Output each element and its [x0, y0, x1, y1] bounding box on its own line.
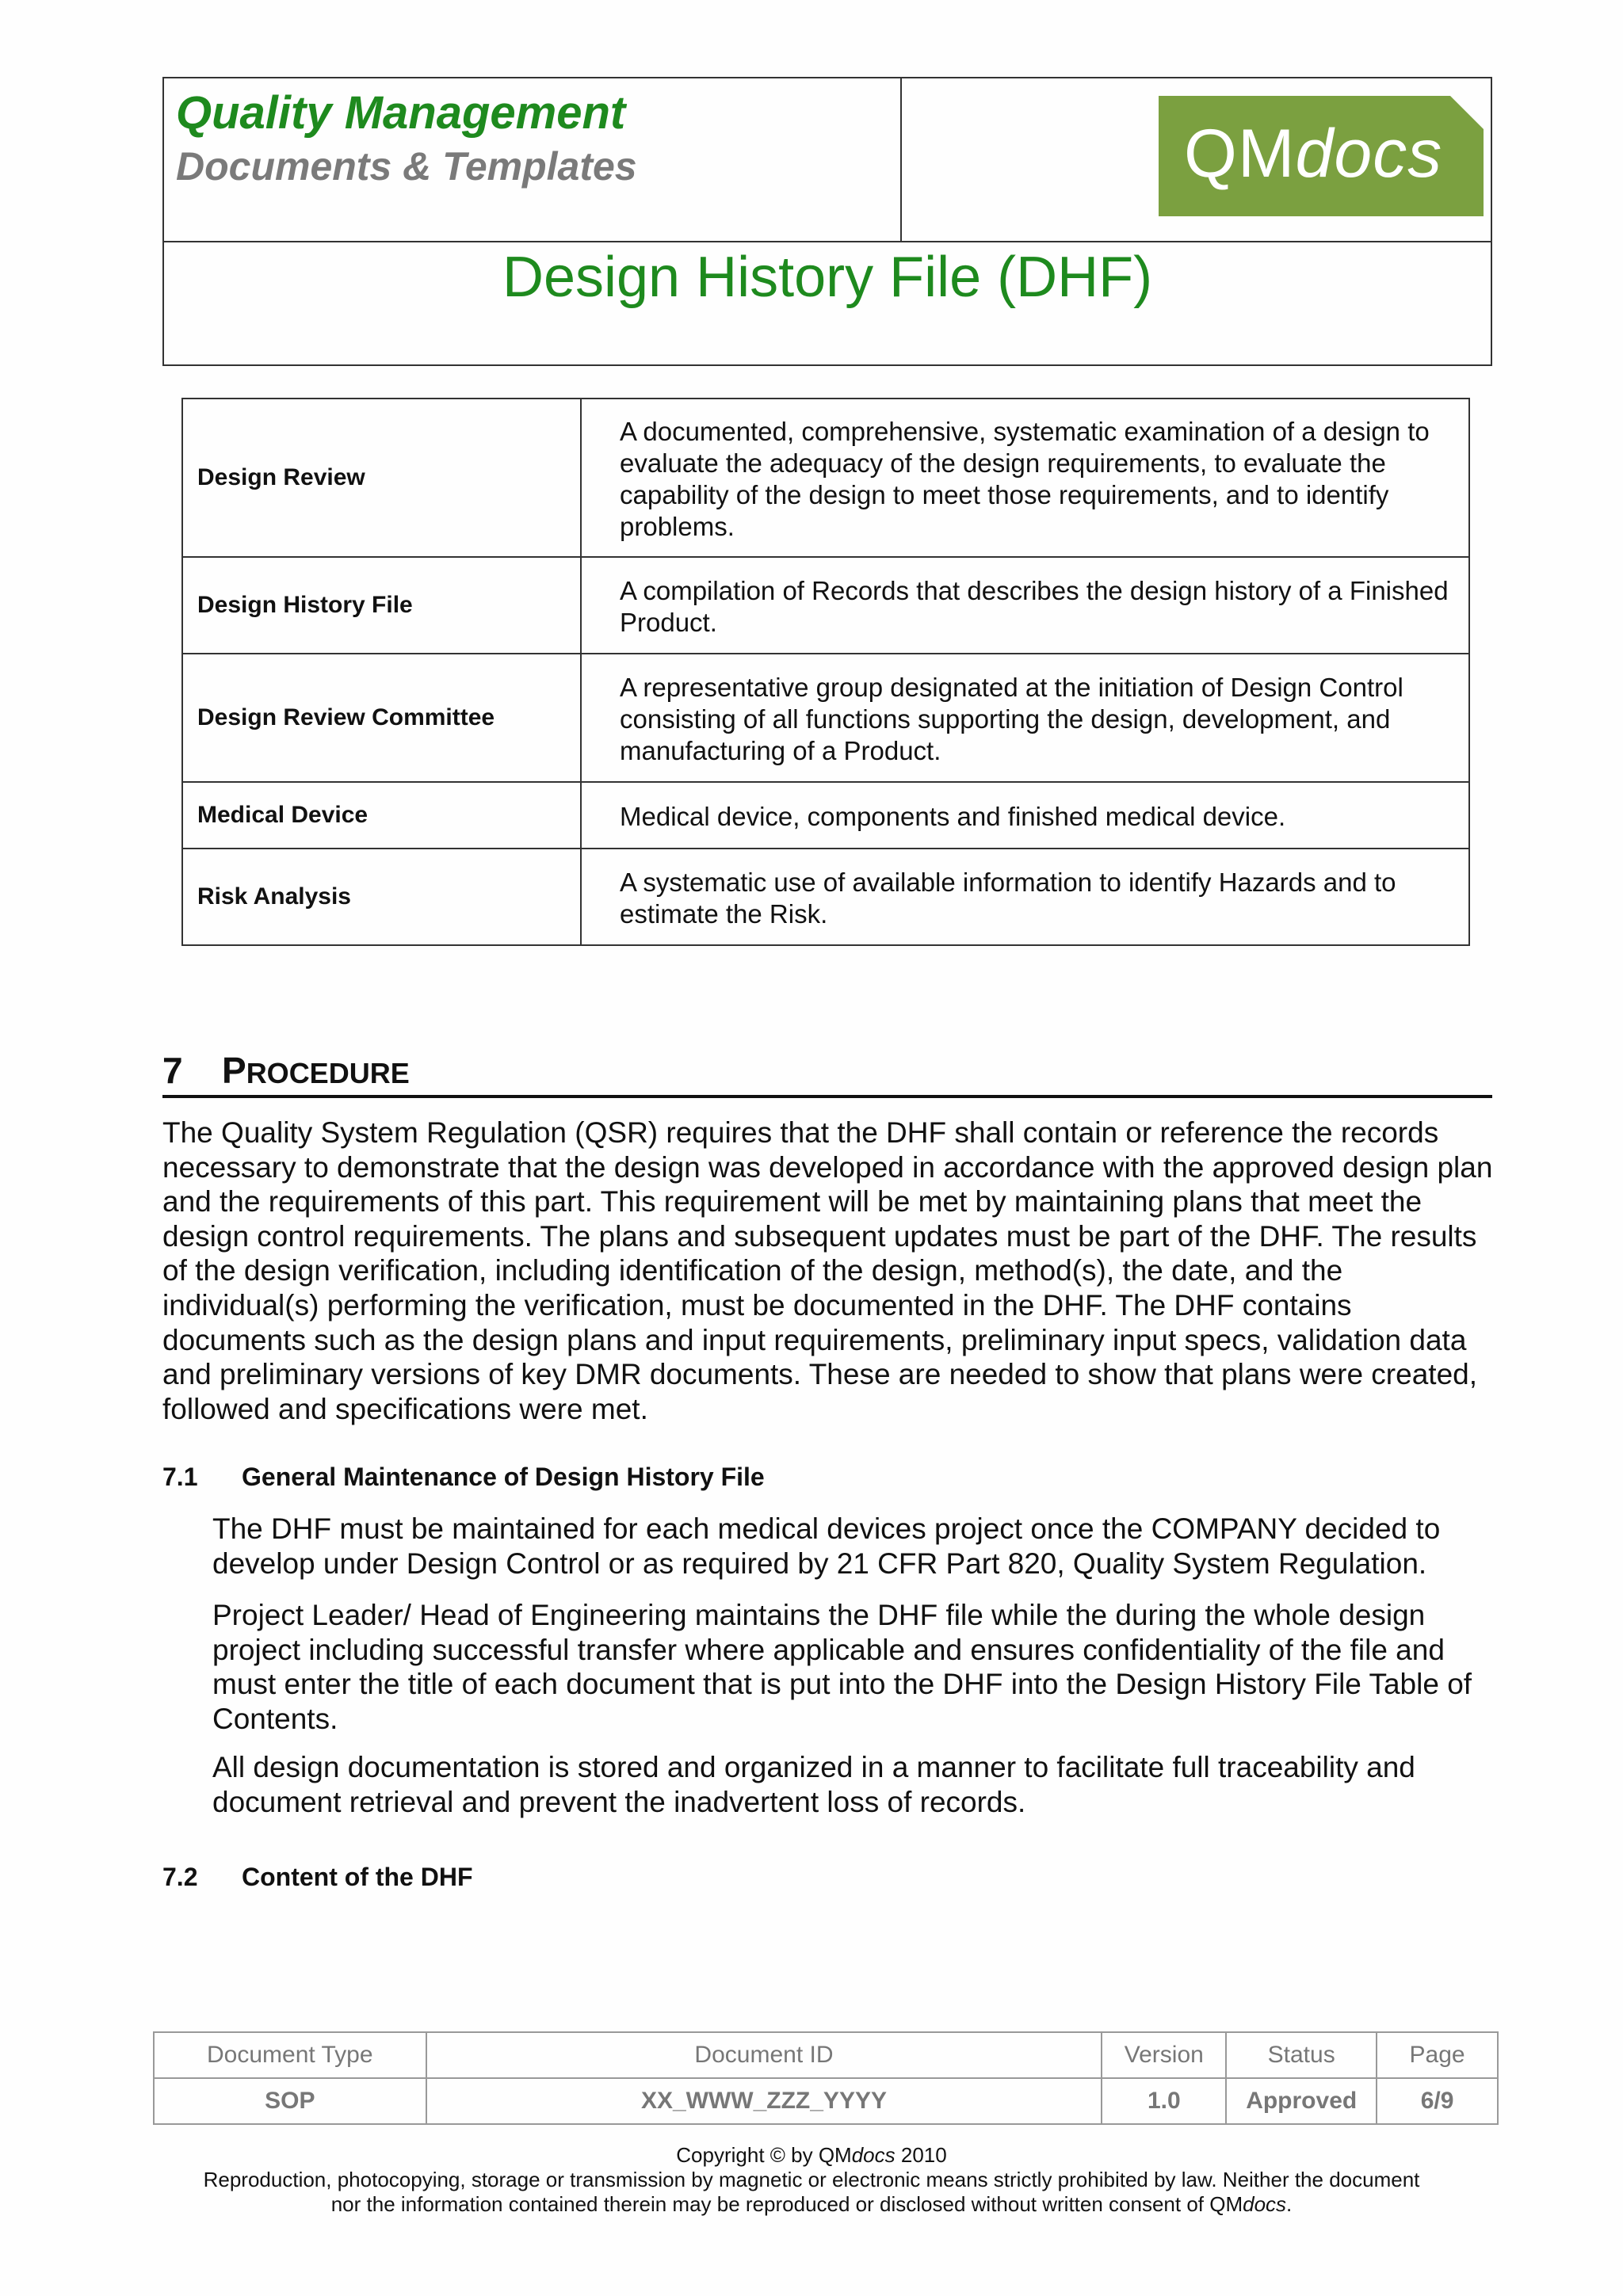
section-number: 7 [162, 1050, 183, 1091]
copyright-prefix: Copyright © by QM [676, 2143, 852, 2167]
definition-text: A documented, comprehensive, systematic examination of a design to evaluate the adequacy of the design requirements, to evaluate the capability of the design to meet those requirements, and to identify problems. [581, 399, 1469, 557]
notice-line-2-docs: docs [1243, 2192, 1287, 2216]
notice-line-2 [0, 2192, 1623, 2217]
header-status: Status [1226, 2032, 1377, 2078]
subsection-number: 7.1 [162, 1463, 198, 1491]
definition-text: A systematic use of available information to identify Hazards and to estimate the Risk. [581, 849, 1469, 945]
definition-term: Medical Device [182, 782, 581, 849]
header-version: Version [1102, 2032, 1226, 2078]
definition-row [182, 399, 1469, 557]
subsection-7-1-paragraph-2: Project Leader/ Head of Engineering maintains the DHF file while the during the whole design project including successful transfer where applicable and ensures confidentiality of the file and must enter the title of each document that is put into the DHF into the Design History File Table of Contents. [212, 1599, 1472, 1735]
subsection-7-1-heading [162, 1463, 765, 1492]
definitions-table [181, 398, 1470, 946]
brand-subtitle: Documents & Templates [176, 144, 637, 189]
subsection-7-1-paragraph-3: All design documentation is stored and organized in a manner to facilitate full traceability and document retrieval and prevent the inadvertent loss of records. [212, 1751, 1415, 1818]
header-divider [900, 78, 902, 241]
qmdocs-logo [1159, 96, 1484, 216]
definition-row [182, 849, 1469, 945]
logo-text [1184, 115, 1442, 193]
section-7-heading [162, 1044, 1492, 1098]
logo-docs: docs [1295, 116, 1443, 192]
definition-text: Medical device, components and finished medical device. [581, 782, 1469, 849]
document-control-table [153, 2031, 1499, 2125]
value-version: 1.0 [1102, 2078, 1226, 2124]
definition-term: Design Review [182, 399, 581, 557]
subsection-title: Content of the DHF [242, 1863, 473, 1891]
copyright-line [0, 2143, 1623, 2168]
definition-row [182, 782, 1469, 849]
document-header [162, 77, 1492, 366]
subsection-title: General Maintenance of Design History File [242, 1463, 765, 1491]
definition-term: Design Review Committee [182, 654, 581, 782]
document-title: Design History File (DHF) [502, 246, 1153, 309]
subsection-7-1-paragraph-1: The DHF must be maintained for each medical devices project once the COMPANY decided to develop under Design Control or as required by 21 CFR Part 820, Quality System Regulation. [212, 1512, 1441, 1580]
brand-title: Quality Management [176, 87, 626, 139]
section-title [222, 1049, 410, 1092]
value-document-type: SOP [154, 2078, 426, 2124]
section-title-rest: ROCEDURE [246, 1057, 410, 1089]
value-document-id: XX_WWW_ZZZ_YYYY [426, 2078, 1102, 2124]
control-table-value-row [154, 2078, 1498, 2124]
value-page: 6/9 [1377, 2078, 1498, 2124]
header-page: Page [1377, 2032, 1498, 2078]
copyright-docs: docs [851, 2143, 896, 2167]
copyright-year: 2010 [895, 2143, 947, 2167]
notice-line-2-suffix: . [1286, 2192, 1293, 2216]
notice-line-2-prefix: nor the information contained therein may be reproduced or disclosed without written consent of QM [330, 2192, 1243, 2216]
logo-corner-fold [1450, 96, 1484, 129]
section-7-body: The Quality System Regulation (QSR) requires that the DHF shall contain or reference the records necessary to demonstrate that the design was developed in accordance with the approved design plan and the requirements of this part. This requirement will be met by maintaining plans that meet the design control requirements. The plans and subsequent updates must be part of the DHF. The results of the design verification, including identification of the design, method(s), the date, and the individual(s) performing the verification, must be documented in the DHF. The DHF contains documents such as the design plans and input requirements, preliminary input specs, validation data and preliminary versions of key DMR documents. These are needed to show that plans were created, followed and specifications were met. [162, 1116, 1493, 1425]
value-status: Approved [1226, 2078, 1377, 2124]
header-document-id: Document ID [426, 2032, 1102, 2078]
definition-text: A representative group designated at the initiation of Design Control consisting of all functions supporting the design, development, and manufacturing of a Product. [581, 654, 1469, 782]
copyright-notice [0, 2143, 1623, 2217]
control-table-header-row [154, 2032, 1498, 2078]
section-title-initial: P [222, 1050, 246, 1091]
definition-row [182, 557, 1469, 654]
definition-term: Risk Analysis [182, 849, 581, 945]
subsection-number: 7.2 [162, 1863, 198, 1891]
notice-line-1: Reproduction, photocopying, storage or transmission by magnetic or electronic means strictly prohibited by law. Neither the document [203, 2168, 1420, 2191]
definition-text: A compilation of Records that describes the design history of a Finished Product. [581, 557, 1469, 654]
header-document-type: Document Type [154, 2032, 426, 2078]
definition-term: Design History File [182, 557, 581, 654]
definition-row [182, 654, 1469, 782]
logo-qm: QM [1184, 116, 1296, 192]
subsection-7-2-heading [162, 1863, 473, 1892]
